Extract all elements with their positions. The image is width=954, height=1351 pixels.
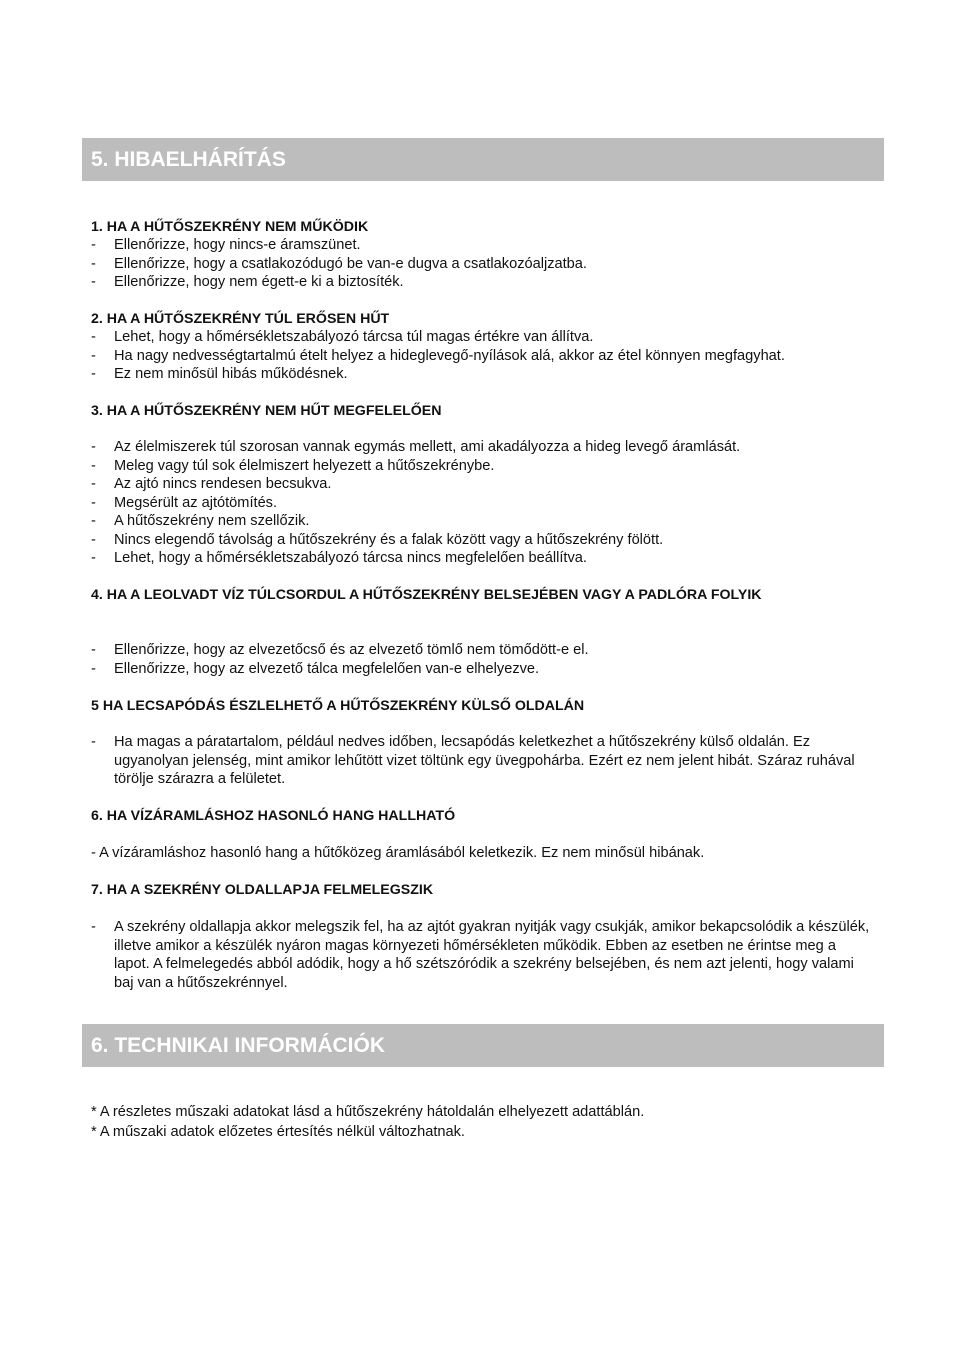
list-item: - Ellenőrizze, hogy az elvezető tálca megfelelően van-e elhelyezve. — [91, 660, 540, 677]
heading-water-sound: 6. HA VÍZÁRAMLÁSHOZ HASONLÓ HANG HALLHATÓ — [91, 808, 456, 824]
list-too-cold — [91, 328, 871, 384]
list-item: - Ellenőrizze, hogy a csatlakozódugó be van-e dugva a csatlakozóaljzatba. — [91, 255, 587, 272]
list-item: - Ez nem minősül hibás működésnek. — [91, 366, 348, 382]
technical-info-line-2: * A műszaki adatok előzetes értesítés nélkül változhatnak. — [91, 1124, 465, 1140]
list-item: - Meleg vagy túl sok élelmiszert helyezett a hűtőszekrénybe. — [91, 457, 495, 474]
water-sound-text: - A vízáramláshoz hasonló hang a hűtőközeg áramlásából keletkezik. Ez nem minősül hibának. — [91, 845, 705, 861]
heading-side-warm: 7. HA A SZEKRÉNY OLDALLAPJA FELMELEGSZIK — [91, 882, 434, 898]
list-item: - Lehet, hogy a hőmérsékletszabályozó tárcsa nincs megfelelően beállítva. — [91, 550, 587, 566]
list-item: - Ha magas a páratartalom, például nedves időben, lecsapódás keletkezhet a hűtőszekrény külső oldalán. Ez ugyanolyan jelenség, mint amikor lehűtött vizet töltünk egy üvegpohárba. Ezért ez nem jelent hibát. Száraz ruhával törölje szárazra a felületet. — [91, 734, 855, 788]
list-item: - Lehet, hogy a hőmérsékletszabályozó tárcsa túl magas értékre van állítva. — [91, 329, 594, 345]
section-title-technical-info: 6. TECHNIKAI INFORMÁCIÓK — [82, 1024, 884, 1067]
heading-not-cooling: 3. HA A HŰTŐSZEKRÉNY NEM HŰT MEGFELELŐEN — [91, 403, 442, 419]
heading-condensation: 5 HA LECSAPÓDÁS ÉSZLELHETŐ A HŰTŐSZEKRÉNY KÜLSŐ OLDALÁN — [91, 698, 585, 714]
list-item: - A hűtőszekrény nem szellőzik. — [91, 513, 310, 529]
heading-water-overflow — [91, 586, 871, 605]
section-title-troubleshooting: 5. HIBAELHÁRÍTÁS — [82, 138, 884, 181]
list-item: - Megsérült az ajtótömítés. — [91, 494, 278, 511]
list-not-cooling — [91, 438, 871, 568]
heading-too-cold: 2. HA A HŰTŐSZEKRÉNY TÚL ERŐSEN HŰT — [91, 311, 390, 327]
list-item: - Az élelmiszerek túl szorosan vannak egymás mellett, ami akadályozza a hideg levegő áramlását. — [91, 439, 741, 455]
list-item: - Az ajtó nincs rendesen becsukva. — [91, 476, 332, 492]
list-item: - Ellenőrizze, hogy nincs-e áramszünet. — [91, 237, 361, 253]
list-not-working — [91, 236, 871, 292]
list-item: - A szekrény oldallapja akkor melegszik fel, ha az ajtót gyakran nyitják vagy csukják, amikor bekapcsolódik a készülék, illetve amikor a készülék nyáron magas környezeti hőmérsékleten működik. Ebben az esetben ne érintse meg a lapot. A felmelegedés abból adódik, hogy a hő szétszóródik a szekrény belsejében, és nem azt jelenti, hogy valami baj van a hűtőszekrénnyel. — [91, 919, 870, 992]
list-side-warm — [91, 918, 871, 993]
list-item: - Ellenőrizze, hogy nem égett-e ki a biztosíték. — [91, 274, 404, 290]
list-item: - Ha nagy nedvességtartalmú ételt helyez a hideglevegő-nyílások alá, akkor az étel könnyen megfagyhat. — [91, 347, 785, 364]
list-water-overflow — [91, 641, 871, 678]
list-condensation — [91, 733, 866, 789]
heading-not-working: 1. HA A HŰTŐSZEKRÉNY NEM MŰKÖDIK — [91, 219, 369, 235]
technical-info-line-1: * A részletes műszaki adatokat lásd a hűtőszekrény hátoldalán elhelyezett adattáblán. — [91, 1104, 645, 1120]
heading-text: 4. HA A LEOLVADT VÍZ TÚLCSORDUL A HŰTŐSZEKRÉNY BELSEJÉBEN VAGY A PADLÓRA FOLYIK — [91, 587, 762, 603]
list-item: - Nincs elegendő távolság a hűtőszekrény és a falak között vagy a hűtőszekrény fölött. — [91, 531, 664, 548]
list-item: - Ellenőrizze, hogy az elvezetőcső és az elvezető tömlő nem tömődött-e el. — [91, 642, 589, 658]
